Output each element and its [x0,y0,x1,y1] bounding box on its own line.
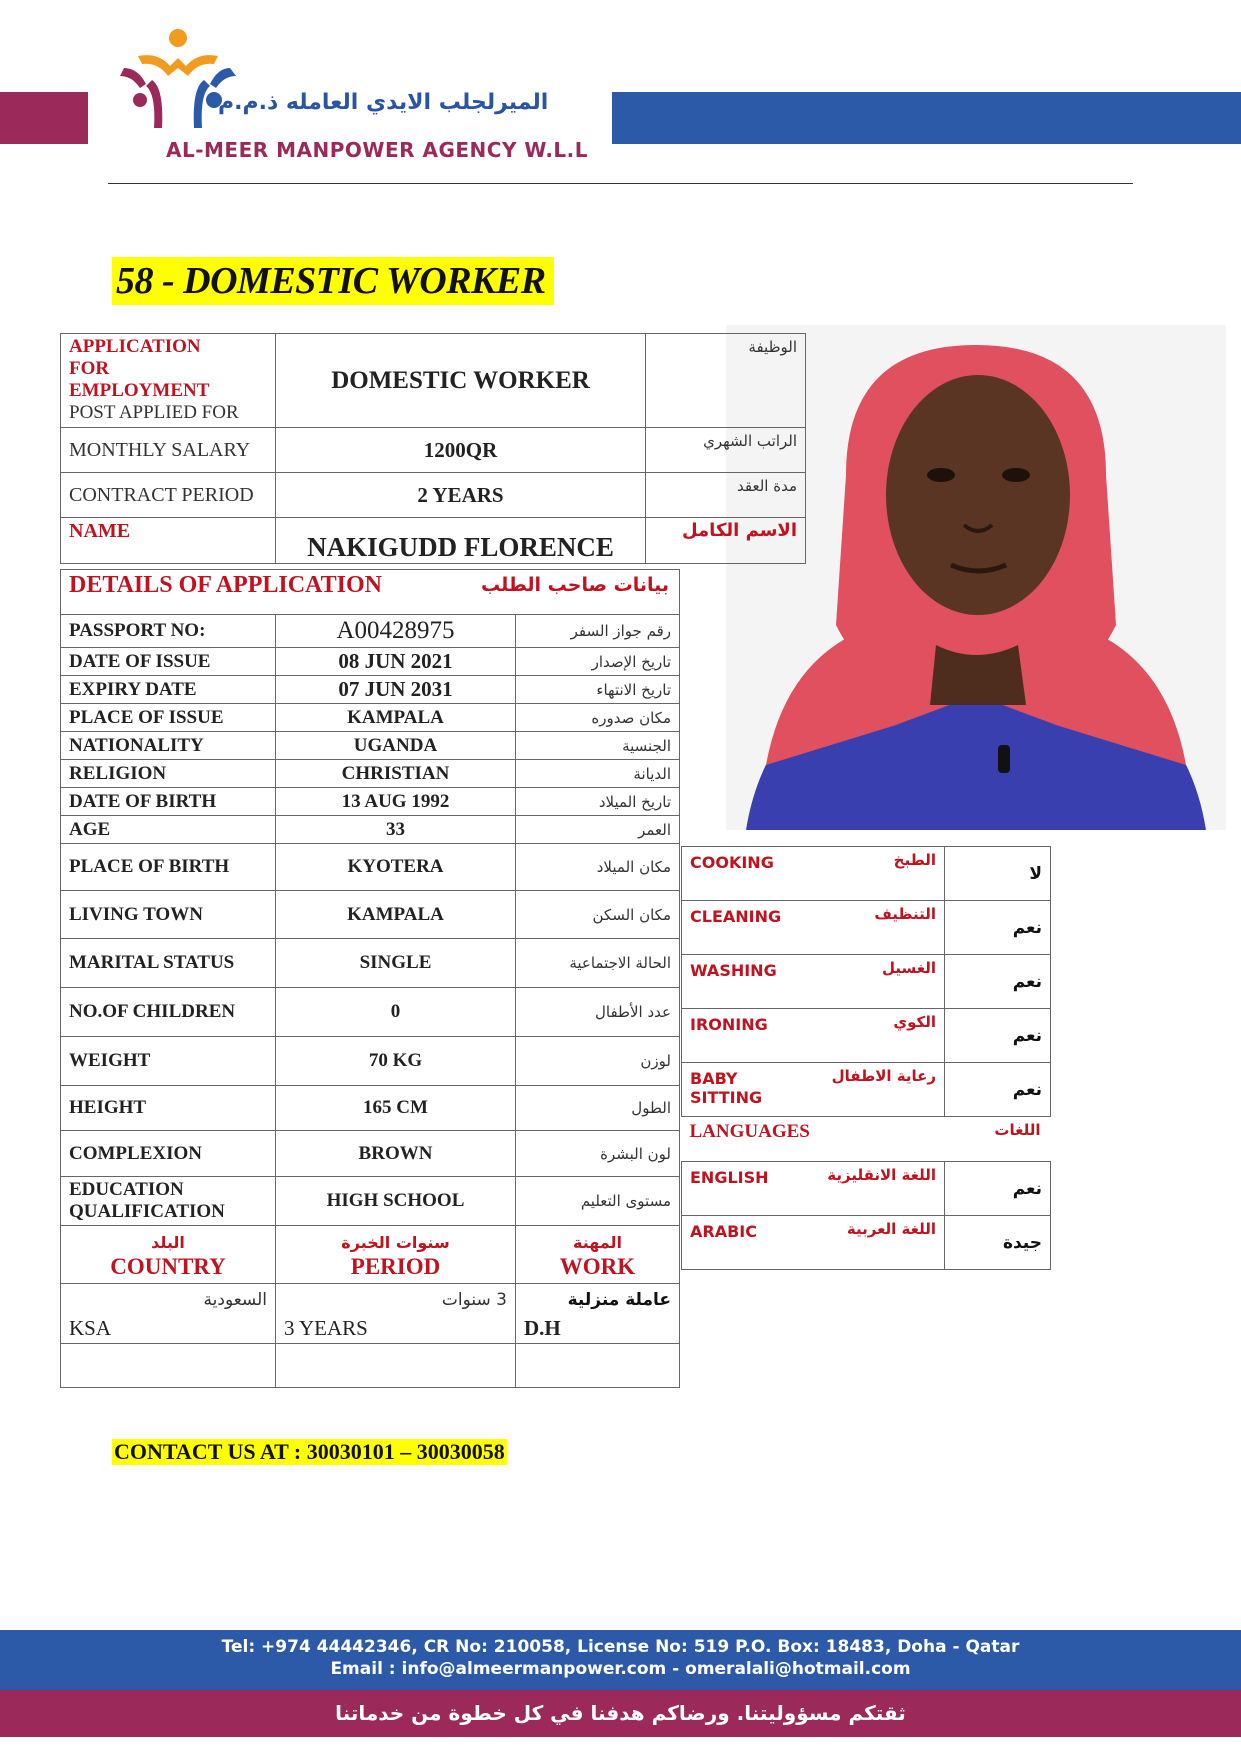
period-header-arabic: سنوات الخبرة [341,1232,450,1252]
weight-value: 70 KG [276,1037,516,1086]
period-header: PERIOD [350,1253,441,1279]
exp-empty-cell [61,1344,276,1388]
skill-cleaning-arabic: التنظيف [808,901,945,955]
dob-arabic: تاريخ الميلاد [516,788,680,816]
contract-label: CONTRACT PERIOD [61,473,276,518]
skill-cooking-value: لا [945,847,1051,901]
skill-washing-arabic: الغسيل [808,955,945,1009]
children-value: 0 [276,988,516,1037]
salary-arabic-label: الراتب الشهري [646,428,806,473]
header-blue-bar [612,92,1241,144]
contract-value: 2 YEARS [276,473,646,518]
education-arabic: مستوى التعليم [516,1177,680,1226]
lang-english-arabic: اللغة الانقليزية [808,1162,945,1216]
lang-english: ENGLISH [682,1162,809,1216]
skill-cooking-arabic: الطبخ [808,847,945,901]
post-arabic-label: الوظيفة [646,334,806,428]
skill-ironing-value: نعم [945,1009,1051,1063]
skill-babysitting: BABY SITTING [682,1063,809,1117]
lang-english-value: نعم [945,1162,1051,1216]
post-applied-value: DOMESTIC WORKER [276,334,646,428]
nationality-value: UGANDA [276,732,516,760]
lang-arabic: ARABIC [682,1216,809,1270]
marital-status-value: SINGLE [276,939,516,988]
place-of-issue-value: KAMPALA [276,704,516,732]
exp-period-arabic: 3 سنوات [441,1289,507,1310]
dob-value: 13 AUG 1992 [276,788,516,816]
religion-label: RELIGION [61,760,276,788]
education-label-1: EDUCATION [69,1179,184,1200]
country-header: COUNTRY [110,1253,226,1279]
living-town-arabic: مكان السكن [516,891,680,939]
height-label: HEIGHT [61,1086,276,1131]
place-of-issue-arabic: مكان صدوره [516,704,680,732]
application-label-1: APPLICATION [69,336,201,357]
languages-title: LANGUAGES [689,1121,810,1142]
education-value: HIGH SCHOOL [276,1177,516,1226]
passport-label: PASSPORT NO: [61,615,276,648]
skill-ironing-arabic: الكوي [808,1009,945,1063]
details-table [60,569,680,1388]
work-header: WORK [559,1253,636,1279]
lang-arabic-value: جيدة [945,1216,1051,1270]
agency-logo-icon [118,28,238,132]
dob-label: DATE OF BIRTH [61,788,276,816]
application-label-2: FOR [69,358,110,379]
living-town-value: KAMPALA [276,891,516,939]
logo-english-name: AL-MEER MANPOWER AGENCY W.L.L [166,138,589,162]
skill-cleaning-value: نعم [945,901,1051,955]
post-applied-label: POST APPLIED FOR [69,402,239,423]
languages-title-arabic: اللغات [994,1121,1041,1139]
details-title: DETAILS OF APPLICATION [69,572,382,598]
age-value: 33 [276,816,516,844]
height-value: 165 CM [276,1086,516,1131]
work-header-arabic: المهنة [572,1232,622,1252]
salary-label: MONTHLY SALARY [61,428,276,473]
marital-status-label: MARITAL STATUS [61,939,276,988]
exp-period: 3 YEARS [284,1315,368,1340]
contract-arabic-label: مدة العقد [646,473,806,518]
exp-work: D.H [524,1315,561,1340]
birth-place-arabic: مكان الميلاد [516,844,680,891]
details-title-arabic: بيانات صاحب الطلب [481,574,669,596]
skill-cooking: COOKING [682,847,809,901]
skill-ironing: IRONING [682,1009,809,1063]
weight-label: WEIGHT [61,1037,276,1086]
passport-arabic: رقم جواز السفر [516,615,680,648]
name-value: NAKIGUDD FLORENCE [276,518,646,564]
place-of-issue-label: PLACE OF ISSUE [61,704,276,732]
name-label: NAME [61,518,276,564]
complexion-value: BROWN [276,1131,516,1177]
exp-country-arabic: السعودية [203,1289,267,1310]
age-arabic: العمر [516,816,680,844]
header-divider [108,183,1133,184]
skill-babysitting-value: نعم [945,1063,1051,1117]
skills-table [681,846,1051,1270]
education-label-2: QUALIFICATION [69,1201,225,1222]
children-arabic: عدد الأطفال [516,988,680,1037]
weight-arabic: لوزن [516,1037,680,1086]
footer-line-1: Tel: +974 44442346, CR No: 210058, License No: 519 P.O. Box: 18483, Doha - Qatar [221,1637,1020,1657]
religion-value: CHRISTIAN [276,760,516,788]
salary-value: 1200QR [276,428,646,473]
exp-country: KSA [69,1315,112,1340]
expiry-date-value: 07 JUN 2031 [276,676,516,704]
children-label: NO.OF CHILDREN [61,988,276,1037]
religion-arabic: الديانة [516,760,680,788]
nationality-label: NATIONALITY [61,732,276,760]
height-arabic: الطول [516,1086,680,1131]
logo-arabic-name: الميرلجلب الايدي العامله ذ.م.م [218,90,549,115]
post-title: 58 - DOMESTIC WORKER [112,257,554,305]
birth-place-value: KYOTERA [276,844,516,891]
country-header-arabic: البلد [151,1232,185,1252]
skill-babysitting-arabic: رعاية الاطفال [808,1063,945,1117]
footer-line-2: Email : info@almeermanpower.com - omeralali@hotmail.com [330,1659,911,1679]
living-town-label: LIVING TOWN [61,891,276,939]
nationality-arabic: الجنسية [516,732,680,760]
header-maroon-bar [0,92,88,144]
skill-washing-value: نعم [945,955,1051,1009]
expiry-date-label: EXPIRY DATE [61,676,276,704]
issue-date-label: DATE OF ISSUE [61,648,276,676]
expiry-date-arabic: تاريخ الانتهاء [516,676,680,704]
exp-empty-cell [276,1344,516,1388]
name-arabic-label: الاسم الكامل [646,518,806,564]
issue-date-arabic: تاريخ الإصدار [516,648,680,676]
application-table [60,333,806,564]
birth-place-label: PLACE OF BIRTH [61,844,276,891]
skill-washing: WASHING [682,955,809,1009]
issue-date-value: 08 JUN 2021 [276,648,516,676]
exp-empty-cell [516,1344,680,1388]
marital-status-arabic: الحالة الاجتماعية [516,939,680,988]
complexion-arabic: لون البشرة [516,1131,680,1177]
footer-contact-bar [0,1630,1241,1690]
exp-work-arabic: عاملة منزلية [567,1289,671,1310]
contact-info: CONTACT US AT : 30030101 – 30030058 [114,1439,505,1464]
skill-cleaning: CLEANING [682,901,809,955]
lang-arabic-arabic: اللغة العربية [808,1216,945,1270]
complexion-label: COMPLEXION [61,1131,276,1177]
footer-slogan: ثقتكم مسؤوليتنا. ورضاكم هدفنا في كل خطوة من خدماتنا [0,1690,1241,1737]
application-label-3: EMPLOYMENT [69,380,210,401]
age-label: AGE [61,816,276,844]
passport-value: A00428975 [276,615,516,648]
